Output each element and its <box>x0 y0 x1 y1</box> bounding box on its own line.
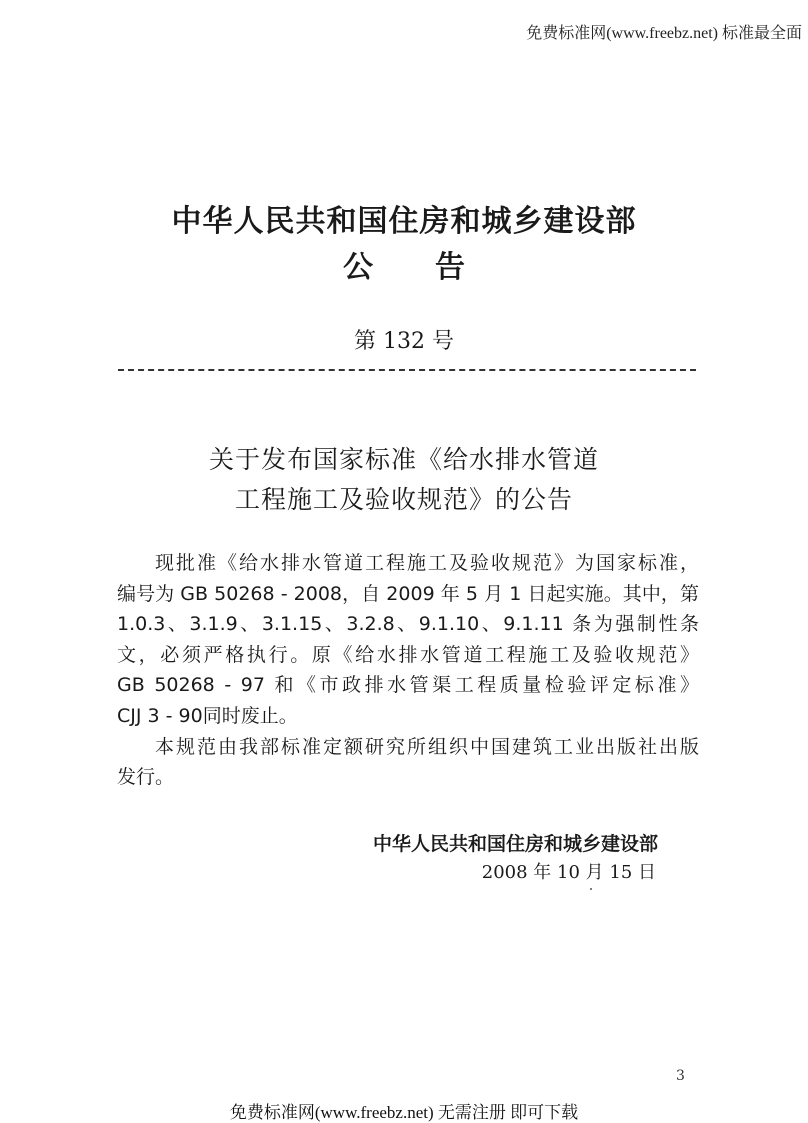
page-number: 3 <box>676 1068 685 1084</box>
footer-watermark: 免费标准网(www.freebz.net) 无需注册 即可下载 <box>229 1103 579 1122</box>
subject-title-line: 关于发布国家标准《给水排水管道 <box>208 445 599 474</box>
header-watermark: 免费标准网(www.freebz.net) 标准最全面 <box>526 25 802 42</box>
subject-title-line: 工程施工及验收规范》的公告 <box>234 485 573 514</box>
divider-line <box>118 369 696 371</box>
signature-ministry: 中华人民共和国住房和城乡建设部 <box>372 833 658 855</box>
scan-speck <box>590 888 592 890</box>
body-text <box>117 548 699 793</box>
body-line: 发行。 <box>117 766 175 789</box>
signature-date: 2008 年 10 月 15 日 <box>481 862 656 883</box>
ministry-title: 中华人民共和国住房和城乡建设部 <box>171 204 637 239</box>
announcement-number: 第 132 号 <box>354 329 454 354</box>
body-line: 1.0.3、3.1.9、3.1.15、3.2.8、9.1.10、9.1.11 条为强制性条 <box>117 613 699 636</box>
notice-title: 公告 <box>343 250 527 285</box>
body-line: 本规范由我部标准定额研究所组织中国建筑工业出版社出版 <box>155 735 699 758</box>
body-line: 编号为 GB 50268 - 2008，自 2009 年 5 月 1 日起实施。其中，第 <box>117 582 699 605</box>
body-line: 现批准《给水排水管道工程施工及验收规范》为国家标准， <box>155 552 699 574</box>
body-line: 文，必须严格执行。原《给水排水管道工程施工及验收规范》 <box>117 643 699 666</box>
body-line: GB 50268 - 97 和《市政排水管渠工程质量检验评定标准》 <box>117 674 699 697</box>
subject-title <box>0 440 808 520</box>
body-line: CJJ 3 - 90同时废止。 <box>117 704 298 727</box>
